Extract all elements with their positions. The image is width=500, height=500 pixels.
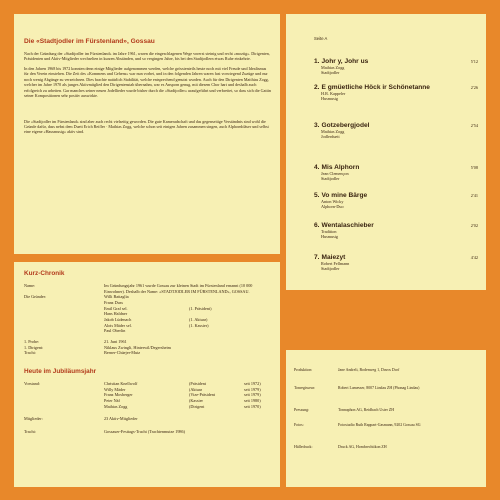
track-meta: H.R. Kappeler	[321, 91, 346, 96]
track-duration: 5'12	[470, 59, 478, 64]
track-meta: Anton Wicky	[321, 199, 344, 204]
track-item	[314, 254, 478, 272]
founder-name: Paul Oberlin	[104, 328, 126, 334]
track-title	[314, 192, 478, 199]
track-meta: Stadtjodler	[321, 266, 340, 272]
chronicle-probe-value: 21. Juni 1961	[104, 339, 127, 345]
track-meta: Stadtjodler	[321, 176, 340, 182]
chronicle-panel	[14, 262, 280, 487]
track-number: 6.	[314, 222, 320, 229]
track-item	[314, 84, 478, 102]
track-title	[314, 222, 478, 229]
track-title-text: Wentalaschieber	[321, 222, 374, 229]
track-meta: Husmusig	[321, 96, 338, 102]
track-meta: Mathias Zogg	[321, 65, 345, 70]
track-title-text: Vo mine Bärge	[321, 192, 368, 199]
track-duration: 2'26	[470, 85, 478, 90]
jubilee-board-row	[24, 381, 272, 409]
board-member-role: (Aktuar	[189, 386, 203, 392]
side-label: Seite A	[314, 36, 328, 41]
board-member-name: Franz Mosberger	[104, 392, 133, 398]
credit-value: Druck AG, Hombrechtikon ZH	[338, 445, 387, 449]
track-duration: 2'02	[470, 223, 478, 228]
founder-name: Alois Mäder sel.	[104, 322, 132, 328]
jubilee-members-row	[24, 416, 272, 422]
track-meta: Jean Clemençon	[321, 171, 349, 176]
jubilee-members-value: 23 Aktiv-Mitglieder	[104, 416, 138, 422]
founder-name: Willi Battaglia	[104, 294, 129, 300]
board-member-name: Peter Näf	[104, 398, 120, 404]
credit-label: Hülledruck:	[294, 445, 313, 449]
history-title: Die «Stadtjodler im Fürstenland», Gossau	[24, 38, 155, 45]
founder-role: (1. Kassier)	[189, 322, 209, 328]
track-number: 3.	[314, 122, 320, 129]
track-title-text: Maiezyt	[321, 254, 346, 261]
chronicle-dirigent-value: Niklaus Zwingli, Hinterwil/Degersheim	[104, 344, 171, 350]
track-number: 1.	[314, 58, 320, 65]
board-row	[104, 404, 272, 410]
board-member-since: seit 1980)	[244, 398, 261, 404]
track-meta: Robert Fellmann	[321, 261, 350, 266]
jubilee-board-label: Vorstand:	[24, 381, 40, 387]
track-title	[314, 58, 478, 65]
board-list	[104, 381, 272, 409]
founder-name: Jakob Lüdenach	[104, 317, 132, 323]
credit-row	[294, 368, 480, 373]
board-member-since: seit 1979)	[244, 392, 261, 398]
board-member-since: seit 1979)	[244, 386, 261, 392]
track-meta: Husmusig	[321, 234, 338, 240]
chronicle-name-label: Name:	[24, 283, 36, 288]
jubilee-members-label: Mitglieder:	[24, 416, 43, 422]
chronicle-dirigent-label: 1. Dirigent:	[24, 344, 44, 350]
founder-role	[189, 328, 272, 334]
jubilee-tracht-row	[24, 429, 272, 435]
jubilee-title: Heute im Jubiläumsjahr	[24, 368, 97, 376]
track-duration: 2'41	[470, 193, 478, 198]
tracklist-panel	[286, 14, 486, 290]
track-item	[314, 192, 478, 210]
founders-list	[104, 294, 272, 334]
history-panel	[14, 14, 280, 254]
track-title-text: Gotzebergjodel	[321, 122, 370, 129]
track-number: 7.	[314, 254, 320, 261]
track-title-text: E gmüetliche Höck ir Schönetanne	[321, 84, 430, 91]
credit-row	[294, 445, 480, 450]
credit-value: Jane Andreli, Bodenweg 1, Davos Dorf	[338, 368, 400, 372]
track-duration: 5'08	[470, 165, 478, 170]
track-meta: Alphorn-Duo	[321, 204, 344, 210]
founder-name: Franz Duss	[104, 300, 123, 306]
track-title-text: Johr y, Johr us	[321, 58, 369, 65]
history-paragraph-1: Nach der Gründung der «Stadtjodler im Fürstenland» im Jahre 1961, waren die eingeschlagenen Wege vorerst steinig und recht «moztig». Dirigenten, Präsidenten und Aktiv-Mitglieder wechselten in kurzen Abständen, und so vergingen Jahre, bis bei den Stadtjodlern etwas Ruhe einkehrte.	[24, 51, 270, 62]
credit-label: Tonregisseur:	[294, 386, 316, 390]
track-meta: Stadtjodler	[321, 70, 340, 76]
track-meta: Jodlerduett	[321, 134, 340, 140]
credit-row	[294, 408, 480, 413]
track-number: 5.	[314, 192, 320, 199]
credits-panel	[286, 350, 486, 487]
jubilee-tracht-label: Tracht:	[24, 429, 36, 435]
board-member-role: (Dirigent	[189, 403, 205, 409]
track-meta: Tradition	[321, 229, 337, 234]
track-item	[314, 58, 478, 76]
credit-label: Pressung:	[294, 408, 310, 412]
history-paragraph-2: In den Jahren 1968 bis 1972 konnten denn einige Mitglieder aufgenommen werden, welche grösstenteils heute noch mit viel Freude und Idealismus für den Verein einstehen. Die Zeit des «Kommens und Gehens» war nun vorbei, und in den folgenden Jahren waren fast vorwiegend Zuzüge und nur noch wenig Abgänge zu verzeichnen. Dies brachte natürlich Stabilität, welche entsprechend genutzt wurden. Auch für den Dirigenten Matthias Zogg, welcher im Jahre 1970 als junges Aktivmitglied den Dirigentenstab übernahm, war es Ansporn genug, mit diesem Chor hart und deshalb auch erfolgreich zu arbeiten. Gar manches seiner neuen Jodellieder wurde bisher durch die «Stadtjodler» uraufgeführt und verbreitet, so dass sich die Gattin seiner Kompositionen sehr positiv auswirkte.	[24, 65, 271, 99]
board-member-role: (Präsident	[189, 381, 206, 387]
track-title	[314, 164, 478, 171]
track-meta: Mathias Zogg	[321, 129, 345, 134]
track-title	[314, 254, 478, 261]
founder-role: (1. Aktuar)	[189, 317, 208, 323]
board-member-name: Christian Knellwolf	[104, 381, 138, 387]
board-member-role: (Vize-Präsident	[189, 392, 216, 398]
founder-name: Hans Haldner	[104, 311, 128, 317]
track-title-text: Mis Alphorn	[321, 164, 360, 171]
chronicle-founders-row	[24, 294, 272, 334]
board-member-name: Mathias Zogg	[104, 403, 128, 409]
track-title	[314, 122, 478, 129]
founder-name: Emil Graf sel.	[104, 305, 128, 311]
chronicle-founders-label: Die Gründer:	[24, 294, 47, 300]
credit-value: Robert Lamesser, 8007 Lindau ZH (Phonag Lindau)	[338, 386, 420, 390]
credit-label: Fotos:	[294, 423, 304, 427]
credit-value: Fotostudio Ruth Rappart-Gasmann, 9202 Gossau SG	[338, 423, 421, 427]
chronicle-title: Kurz-Chronik	[24, 270, 65, 277]
track-number: 2.	[314, 84, 320, 91]
board-member-since: seit 1972)	[244, 381, 261, 387]
board-member-since: seit 1970)	[244, 403, 261, 409]
credit-label: Produktion:	[294, 368, 313, 372]
chronicle-name-row	[24, 283, 272, 294]
track-number: 4.	[314, 164, 320, 171]
chronicle-probe-label: 1. Probe:	[24, 339, 40, 345]
track-duration: 4'42	[470, 255, 478, 260]
chronicle-tracht-label: Tracht:	[24, 350, 36, 356]
credit-value: Tonnaphon AG, Reidbach Uster ZH	[338, 408, 395, 412]
track-title	[314, 84, 478, 91]
track-item	[314, 164, 478, 182]
credit-row	[294, 423, 480, 428]
board-member-name: Willy Mäder	[104, 386, 126, 392]
chronicle-tracht-row	[24, 350, 272, 356]
chronicle-name-value: Im Gründungsjahr 1961 wurde Gossau zur kleinen Stadt im Fürstenland ernannt (10 000 Einwohner). Deshalb der Name: «STADTJODLER IM FÜRSTENLAND», GOSSAU.	[104, 283, 253, 294]
history-paragraph-3: Die «Stadtjodler im Fürstenland» sind aber auch recht vielseitig geworden. Die gute Kameradschaft und das gegenseitige Verständnis sind wohl die Gründe dafür, dass nebst dem Duett Erich Reifler · Mathias Zogg, welche schon seit einigen Jahren zusammen singen, auch Alphornbläser und selbst eine eigene «Hausmusig» aktiv sind.	[24, 118, 269, 135]
credit-row	[294, 386, 480, 391]
founder-row	[104, 328, 272, 334]
track-item	[314, 122, 478, 140]
chronicle-tracht-value: Berner-Chüejer-Mutz	[104, 350, 141, 356]
founder-role: (1. Präsident)	[189, 305, 212, 311]
board-member-role: (Kassier	[189, 398, 203, 404]
track-item	[314, 222, 478, 240]
jubilee-tracht-value: Gossauer-Festtags-Tracht (Trachtenmutze 1986)	[104, 429, 186, 435]
track-duration: 2'54	[470, 123, 478, 128]
